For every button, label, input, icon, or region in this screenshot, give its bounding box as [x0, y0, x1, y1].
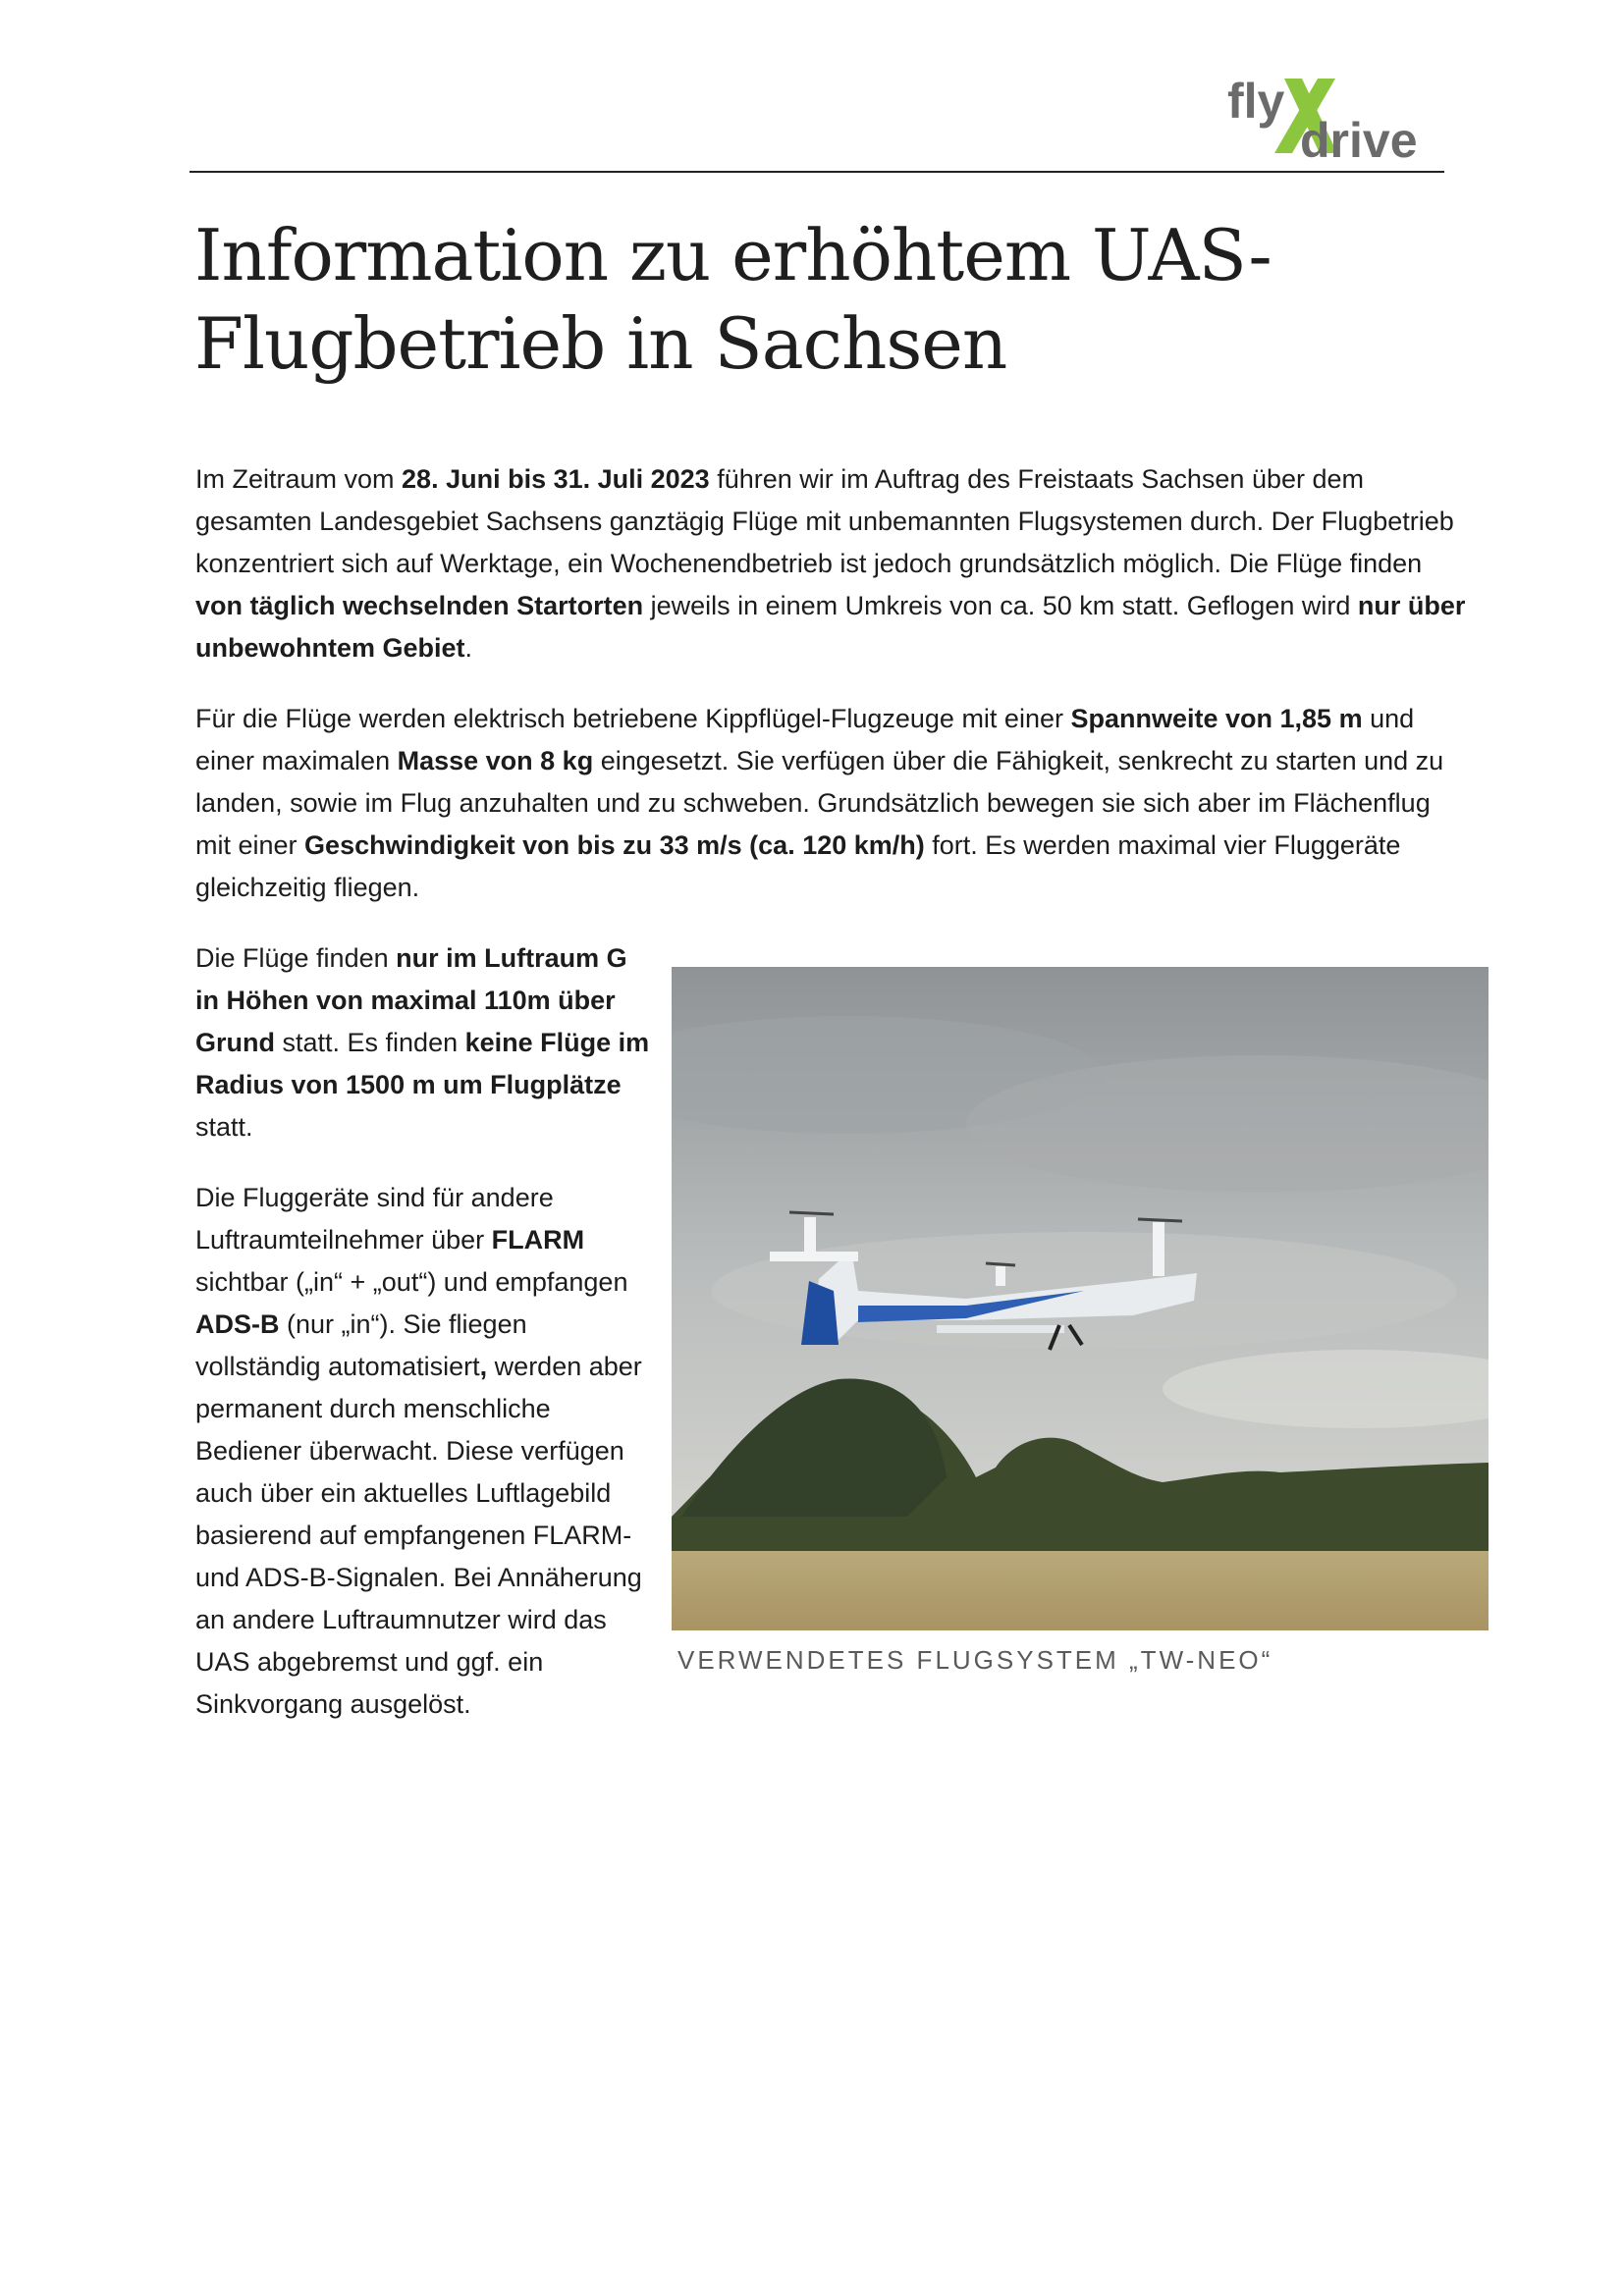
bold-text: ADS-B — [195, 1309, 280, 1339]
bold-text: , — [479, 1352, 488, 1381]
bold-text: Spannweite von 1,85 m — [1070, 704, 1363, 733]
paragraph-luftraum: Die Flüge finden nur im Luftraum G in Höhen von maximal 110m über Grund statt. Es finden keine Flüge im Radius von 1500 m um Flugplätze statt. — [195, 943, 650, 1142]
flydrive-logo — [1227, 73, 1443, 167]
paragraph-flarm: Die Fluggeräte sind für andere Luftraumteilnehmer über FLARM sichtbar („in“ + „out“) und empfangen ADS-B (nur „in“). Sie fliegen vollständig automatisiert, werden aber permanent durch menschliche Bediener überwacht. Diese verfügen auch über ein aktuelles Luftlagebild basierend auf empfangenen FLARM- und ADS-B-Signalen. Bei Annäherung an andere Luftraumnutzer wird das UAS abgebremst und ggf. ein Sinkvorgang ausgelöst. — [195, 1183, 642, 1719]
page-title: Information zu erhöhtem UAS-Flugbetrieb in Sachsen — [194, 214, 1272, 385]
logo-text-fly: fly — [1227, 74, 1285, 129]
bold-text: keine Flüge im Radius von 1500 m um Flugplätze — [195, 1028, 650, 1099]
bold-text: nur im Luftraum G in Höhen von maximal 110m über Grund — [195, 943, 627, 1057]
bold-text: Masse von 8 kg — [397, 746, 594, 775]
logo-text-drive: drive — [1300, 113, 1418, 167]
bold-text: Geschwindigkeit von bis zu 33 m/s (ca. 120 km/h) — [304, 830, 925, 860]
field — [672, 1551, 1489, 1630]
paragraph-fluggeraete: Für die Flüge werden elektrisch betriebene Kippflügel-Flugzeuge mit einer Spannweite von 1,85 m und einer maximalen Masse von 8 kg eingesetzt. Sie verfügen über die Fähigkeit, senkrecht zu starten und zu landen, sowie im Flug anzuhalten und zu schweben. Grundsätzlich bewegen sie sich aber im Flächenflug mit einer Geschwindigkeit von bis zu 33 m/s (ca. 120 km/h) fort. Es werden maximal vier Fluggeräte gleichzeitig fliegen. — [195, 704, 1444, 902]
photo-caption: VERWENDETES FLUGSYSTEM „TW-NEO“ — [677, 1645, 1273, 1675]
paragraph-zeitraum: Im Zeitraum vom 28. Juni bis 31. Juli 2023 führen wir im Auftrag des Freistaats Sachsen über dem gesamten Landesgebiet Sachsens ganztägig Flüge mit unbemannten Flugsystemen durch. Der Flugbetrieb konzentriert sich auf Werktage, ein Wochenendbetrieb ist jedoch grundsätzlich möglich. Die Flüge finden von täglich wechselnden Startorten jeweils in einem Umkreis von ca. 50 km statt. Geflogen wird nur über unbewohntem Gebiet. — [195, 464, 1466, 663]
bold-text: FLARM — [491, 1225, 585, 1255]
header-rule — [189, 171, 1444, 173]
uas-photo — [672, 967, 1489, 1630]
bold-text: von täglich wechselnden Startorten — [195, 591, 644, 620]
bold-text: 28. Juni bis 31. Juli 2023 — [402, 464, 710, 494]
bold-text: nur über unbewohntem Gebiet — [195, 591, 1466, 663]
